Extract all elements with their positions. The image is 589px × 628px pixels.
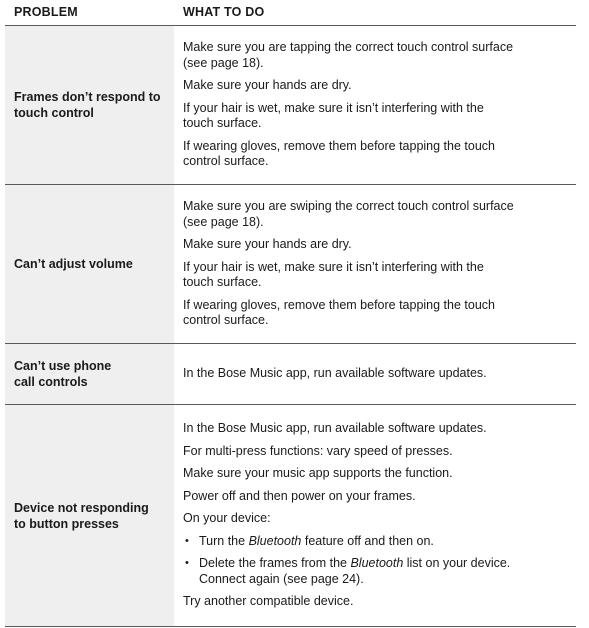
problem-cell — [5, 344, 174, 404]
solution-item: Try another compatible device. — [183, 594, 354, 609]
solution-item: If your hair is wet, make sure it isn’t interfering with the touch surface. — [183, 259, 484, 290]
solution-item: If wearing gloves, remove them before tapping the touch control surface. — [183, 138, 495, 169]
column-header-problem: PROBLEM — [14, 5, 78, 19]
table-row — [5, 405, 576, 627]
solution-item: If your hair is wet, make sure it isn’t interfering with the touch surface. — [183, 100, 484, 131]
solution-cell — [183, 344, 576, 404]
solution-item: Make sure your hands are dry. — [183, 237, 352, 252]
bullet-item — [183, 556, 576, 587]
solution-item: Make sure you are swiping the correct touch control surface (see page 18). — [183, 199, 514, 229]
column-header-what-to-do: WHAT TO DO — [183, 5, 265, 19]
bullet-text-emphasis: Bluetooth — [248, 533, 302, 548]
solution-item: Make sure you are tapping the correct touch control surface (see page 18). — [183, 40, 514, 70]
problem-text: Device not responding to button presses — [14, 500, 149, 531]
table-row — [5, 185, 576, 344]
bullet-text-after: list on your device. Connect again (see page 24). — [199, 556, 511, 586]
troubleshooting-table — [5, 0, 576, 627]
bullet-text-after: feature off and then on. — [301, 533, 434, 548]
solution-item: Power off and then power on your frames. — [183, 488, 416, 503]
solution-item: On your device: — [183, 511, 271, 526]
solution-item: Make sure your hands are dry. — [183, 78, 352, 93]
problem-cell — [5, 185, 174, 343]
solution-cell — [183, 26, 576, 184]
problem-text: Can’t adjust volume — [14, 257, 133, 271]
problem-text: Can’t use phone call controls — [14, 359, 112, 389]
solution-item: For multi-press functions: vary speed of presses. — [183, 443, 453, 458]
table-header — [5, 0, 576, 26]
problem-cell — [5, 26, 174, 184]
problem-text: Frames don’t respond to touch control — [14, 90, 161, 120]
bullet-text-emphasis: Bluetooth — [350, 556, 404, 571]
solution-cell — [183, 405, 576, 626]
problem-cell — [5, 405, 174, 626]
bullet-text-before: Turn the — [199, 533, 249, 548]
solution-item: In the Bose Music app, run available software updates. — [183, 366, 487, 381]
solution-item: In the Bose Music app, run available software updates. — [183, 421, 487, 436]
table-row — [5, 344, 576, 405]
solution-item: If wearing gloves, remove them before tapping the touch control surface. — [183, 297, 495, 328]
solution-item: Make sure your music app supports the function. — [183, 466, 453, 481]
bullet-text-before: Delete the frames from the — [199, 556, 351, 571]
table-row — [5, 26, 576, 185]
bullet-item — [183, 534, 576, 550]
solution-cell — [183, 185, 576, 343]
